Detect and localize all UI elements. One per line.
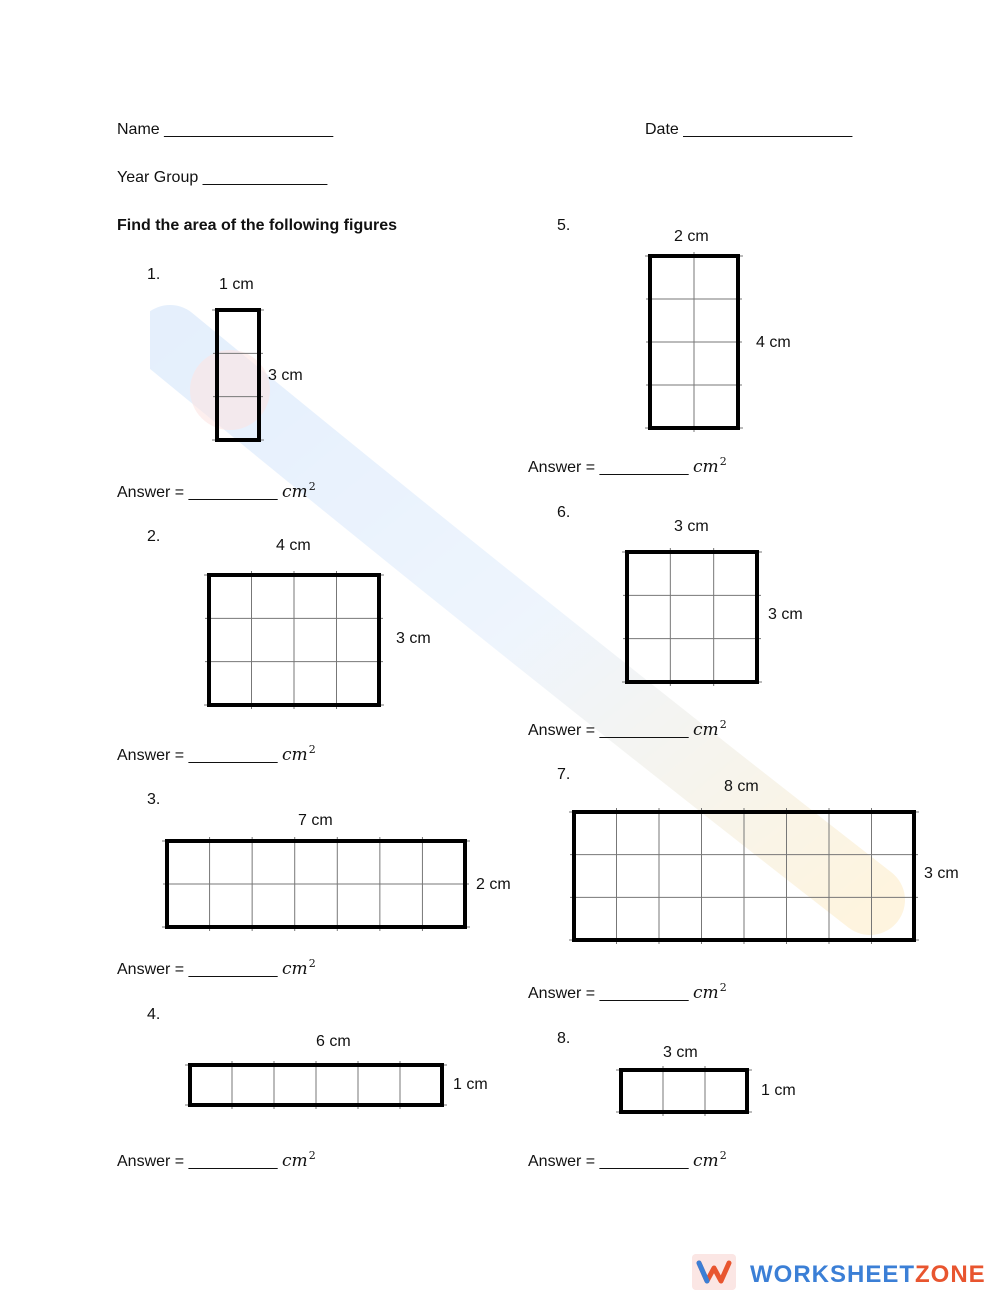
year-group-field-label: Year Group ______________: [117, 169, 328, 186]
problem-3-number: 3.: [147, 791, 161, 808]
problem-6-number: 6.: [557, 504, 571, 521]
problem-4-height-label: 1 cm: [453, 1076, 488, 1093]
problem-7-number: 7.: [557, 766, 571, 783]
problem-5-number: 5.: [557, 217, 571, 234]
problem-6-width-label: 3 cm: [674, 518, 709, 535]
problem-8-answer-line[interactable]: [528, 1150, 727, 1170]
problem-4-answer-line[interactable]: [117, 1150, 316, 1170]
problem-5-grid-figure: [644, 250, 744, 434]
figure-outline: [621, 1070, 747, 1112]
answer-unit: $cm^2$: [693, 981, 727, 1003]
answer-unit: $cm^2$: [693, 1149, 727, 1171]
problem-7-width-label: 8 cm: [724, 778, 759, 795]
worksheetzone-logo[interactable]: [692, 1252, 1000, 1292]
problem-5-width-label: 2 cm: [674, 228, 709, 245]
worksheetzone-wordmark: WORKSHEETZONE: [750, 1261, 986, 1288]
problem-1-height-label: 3 cm: [268, 367, 303, 384]
problem-3-grid-figure: [161, 835, 471, 933]
problem-8-number: 8.: [557, 1030, 571, 1047]
problem-2-height-label: 3 cm: [396, 630, 431, 647]
problem-7-height-label: 3 cm: [924, 865, 959, 882]
answer-prefix: Answer = __________: [528, 459, 689, 476]
problem-3-height-label: 2 cm: [476, 876, 511, 893]
problem-2-grid-figure: [203, 569, 385, 711]
answer-prefix: Answer = __________: [117, 747, 278, 764]
figure-outline: [627, 552, 757, 682]
problem-2-width-label: 4 cm: [276, 537, 311, 554]
problem-1-grid-figure: [211, 304, 265, 446]
problem-3-width-label: 7 cm: [298, 812, 333, 829]
answer-prefix: Answer = __________: [528, 985, 689, 1002]
answer-unit: $cm^2$: [282, 480, 316, 502]
answer-prefix: Answer = __________: [117, 961, 278, 978]
answer-prefix: Answer = __________: [117, 484, 278, 501]
problem-8-height-label: 1 cm: [761, 1082, 796, 1099]
problem-7-answer-line[interactable]: [528, 982, 727, 1002]
name-field-label: Name ___________________: [117, 121, 334, 138]
date-field-label: Date ___________________: [645, 121, 853, 138]
instruction-heading: Find the area of the following figures: [117, 217, 398, 234]
problem-6-grid-figure: [621, 546, 763, 688]
problem-8-width-label: 3 cm: [663, 1044, 698, 1061]
problem-5-height-label: 4 cm: [756, 334, 791, 351]
answer-unit: $cm^2$: [693, 718, 727, 740]
problem-8-grid-figure: [615, 1064, 753, 1118]
problem-3-answer-line[interactable]: [117, 958, 316, 978]
problem-4-width-label: 6 cm: [316, 1033, 351, 1050]
problem-2-number: 2.: [147, 528, 161, 545]
answer-prefix: Answer = __________: [528, 722, 689, 739]
problem-6-answer-line[interactable]: [528, 719, 727, 739]
problem-1-width-label: 1 cm: [219, 276, 254, 293]
worksheetzone-logo-icon: [692, 1254, 736, 1290]
answer-unit: $cm^2$: [282, 1149, 316, 1171]
answer-prefix: Answer = __________: [528, 1153, 689, 1170]
problem-2-answer-line[interactable]: [117, 744, 316, 764]
answer-unit: $cm^2$: [282, 743, 316, 765]
figure-outline: [217, 310, 259, 440]
answer-unit: $cm^2$: [282, 957, 316, 979]
problem-7-grid-figure: [568, 806, 920, 946]
problem-6-height-label: 3 cm: [768, 606, 803, 623]
problem-1-number: 1.: [147, 266, 161, 283]
problem-4-number: 4.: [147, 1006, 161, 1023]
problem-5-answer-line[interactable]: [528, 456, 727, 476]
problem-1-answer-line[interactable]: [117, 481, 316, 501]
problem-4-grid-figure: [184, 1059, 448, 1111]
answer-unit: $cm^2$: [693, 455, 727, 477]
answer-prefix: Answer = __________: [117, 1153, 278, 1170]
